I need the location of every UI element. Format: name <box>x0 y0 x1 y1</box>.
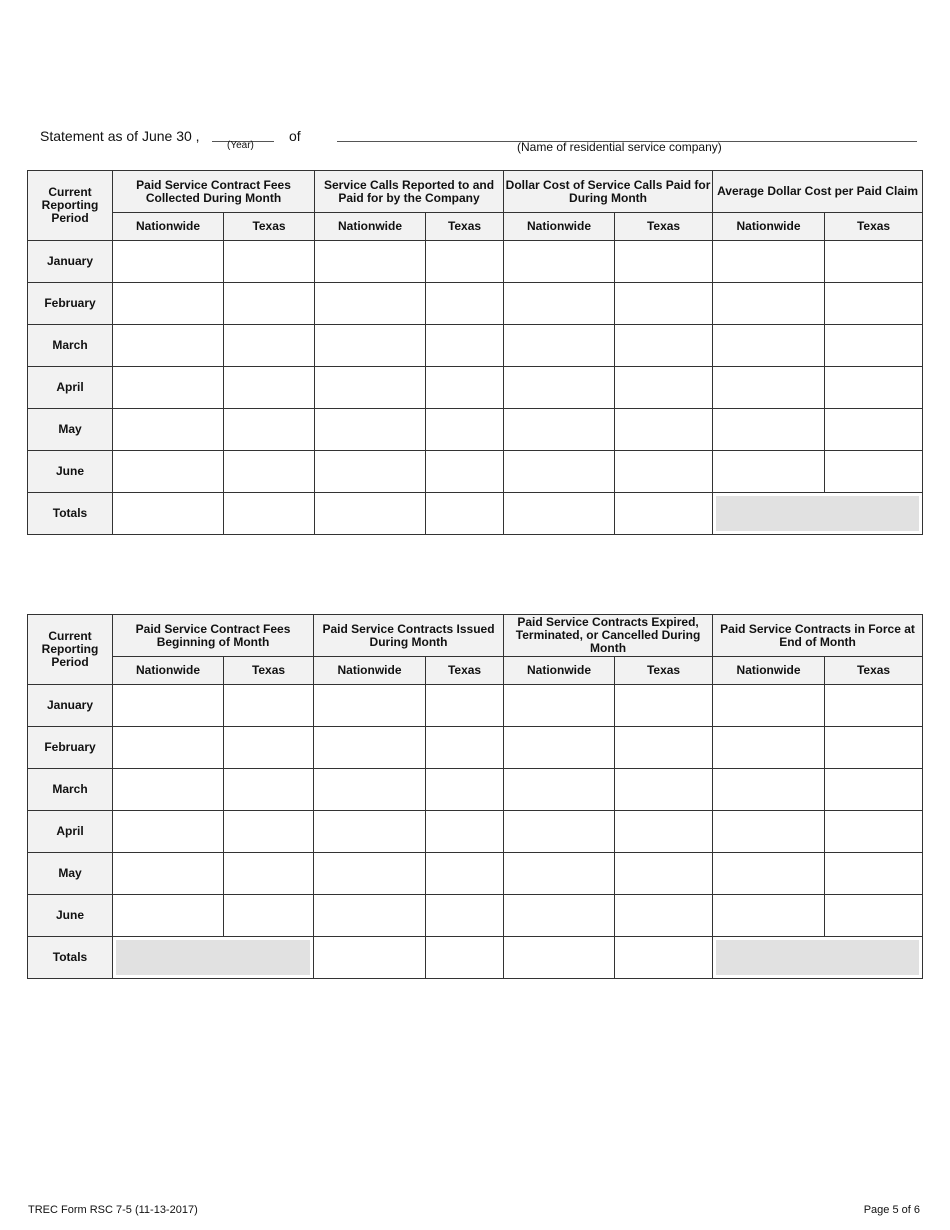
table-row <box>28 367 923 409</box>
sub-header-texas: Texas <box>426 213 504 241</box>
shaded-fill <box>716 940 919 975</box>
entry-cell[interactable] <box>315 493 426 535</box>
entry-cell[interactable] <box>825 853 923 895</box>
entry-cell[interactable] <box>426 853 504 895</box>
entry-cell[interactable] <box>113 853 224 895</box>
entry-cell[interactable] <box>615 493 713 535</box>
entry-cell[interactable] <box>224 853 314 895</box>
entry-cell[interactable] <box>825 283 923 325</box>
entry-cell[interactable] <box>224 367 315 409</box>
entry-cell[interactable] <box>426 727 504 769</box>
table-row <box>28 325 923 367</box>
row-label-totals: Totals <box>28 493 113 535</box>
entry-cell[interactable] <box>224 325 315 367</box>
sub-header-texas: Texas <box>224 213 315 241</box>
sub-header-nationwide: Nationwide <box>113 213 224 241</box>
entry-cell[interactable] <box>426 937 504 979</box>
entry-cell[interactable] <box>713 853 825 895</box>
entry-cell[interactable] <box>713 367 825 409</box>
table-row <box>28 769 923 811</box>
entry-cell[interactable] <box>713 811 825 853</box>
entry-cell[interactable] <box>224 727 314 769</box>
table-row <box>28 727 923 769</box>
entry-cell[interactable] <box>314 853 426 895</box>
table-row <box>28 283 923 325</box>
group-header-fees-collected: Paid Service Contract Fees Collected During Month <box>113 171 315 213</box>
page-number: Page 5 of 6 <box>863 1204 920 1216</box>
shaded-fill <box>716 496 919 531</box>
entry-cell[interactable] <box>615 367 713 409</box>
entry-cell[interactable] <box>113 367 224 409</box>
entry-cell[interactable] <box>825 241 923 283</box>
row-label-march: March <box>28 325 113 367</box>
entry-cell[interactable] <box>113 283 224 325</box>
entry-cell[interactable] <box>825 325 923 367</box>
entry-cell[interactable] <box>504 367 615 409</box>
table-row <box>28 451 923 493</box>
entry-cell[interactable] <box>615 409 713 451</box>
entry-cell[interactable] <box>615 685 713 727</box>
entry-cell[interactable] <box>426 367 504 409</box>
entry-cell[interactable] <box>713 283 825 325</box>
row-label-march: March <box>28 769 113 811</box>
row-label-february: February <box>28 727 113 769</box>
group-header-service-calls: Service Calls Reported to and Paid for by the Company <box>315 171 504 213</box>
row-label-june: June <box>28 451 113 493</box>
entry-cell[interactable] <box>113 241 224 283</box>
sub-header-nationwide: Nationwide <box>113 657 224 685</box>
table-row <box>28 241 923 283</box>
entry-cell[interactable] <box>224 811 314 853</box>
entry-cell[interactable] <box>713 241 825 283</box>
row-label-february: February <box>28 283 113 325</box>
entry-cell[interactable] <box>825 685 923 727</box>
shaded-fill <box>116 940 310 975</box>
year-label: (Year) <box>227 140 254 151</box>
table-row <box>28 685 923 727</box>
row-label-april: April <box>28 367 113 409</box>
sub-header-texas: Texas <box>224 657 314 685</box>
row-label-may: May <box>28 853 113 895</box>
sub-header-texas: Texas <box>426 657 504 685</box>
entry-cell[interactable] <box>224 685 314 727</box>
entry-cell[interactable] <box>315 409 426 451</box>
entry-cell[interactable] <box>315 241 426 283</box>
entry-cell[interactable] <box>713 409 825 451</box>
sub-header-nationwide: Nationwide <box>315 213 426 241</box>
sub-header-texas: Texas <box>615 213 713 241</box>
entry-cell[interactable] <box>825 769 923 811</box>
row-label-january: January <box>28 241 113 283</box>
entry-cell[interactable] <box>504 451 615 493</box>
sub-header-nationwide: Nationwide <box>504 657 615 685</box>
sub-header-nationwide: Nationwide <box>713 657 825 685</box>
entry-cell[interactable] <box>825 451 923 493</box>
entry-cell[interactable] <box>113 769 224 811</box>
entry-cell[interactable] <box>224 283 315 325</box>
entry-cell[interactable] <box>113 895 224 937</box>
entry-cell[interactable] <box>314 937 426 979</box>
shaded-cell <box>713 493 923 535</box>
entry-cell[interactable] <box>224 241 315 283</box>
table-row <box>28 853 923 895</box>
row-label-may: May <box>28 409 113 451</box>
entry-cell[interactable] <box>224 409 315 451</box>
entry-cell[interactable] <box>426 811 504 853</box>
group-header-average-cost: Average Dollar Cost per Paid Claim <box>713 171 923 213</box>
entry-cell[interactable] <box>426 325 504 367</box>
group-header-dollar-cost: Dollar Cost of Service Calls Paid for During Month <box>504 171 713 213</box>
service-calls-table <box>27 170 923 535</box>
entry-cell[interactable] <box>615 451 713 493</box>
entry-cell[interactable] <box>113 811 224 853</box>
entry-cell[interactable] <box>825 811 923 853</box>
entry-cell[interactable] <box>615 325 713 367</box>
group-header-contracts-in-force: Paid Service Contracts in Force at End of Month <box>713 615 923 657</box>
entry-cell[interactable] <box>504 895 615 937</box>
shaded-cell <box>113 937 314 979</box>
group-header-contracts-issued: Paid Service Contracts Issued During Month <box>314 615 504 657</box>
entry-cell[interactable] <box>113 685 224 727</box>
sub-header-texas: Texas <box>825 213 923 241</box>
entry-cell[interactable] <box>113 409 224 451</box>
entry-cell[interactable] <box>615 241 713 283</box>
row-label-june: June <box>28 895 113 937</box>
entry-cell[interactable] <box>504 283 615 325</box>
entry-cell[interactable] <box>315 325 426 367</box>
table-row <box>28 409 923 451</box>
entry-cell[interactable] <box>504 685 615 727</box>
row-label-totals: Totals <box>28 937 113 979</box>
sub-header-nationwide: Nationwide <box>713 213 825 241</box>
entry-cell[interactable] <box>504 493 615 535</box>
entry-cell[interactable] <box>224 769 314 811</box>
entry-cell[interactable] <box>504 241 615 283</box>
entry-cell[interactable] <box>426 409 504 451</box>
entry-cell[interactable] <box>615 727 713 769</box>
entry-cell[interactable] <box>315 283 426 325</box>
period-header: Current Reporting Period <box>28 615 113 685</box>
statement-of: of <box>289 128 301 144</box>
entry-cell[interactable] <box>314 769 426 811</box>
entry-cell[interactable] <box>615 937 713 979</box>
entry-cell[interactable] <box>504 769 615 811</box>
row-label-april: April <box>28 811 113 853</box>
entry-cell[interactable] <box>426 685 504 727</box>
service-contracts-table <box>27 614 923 979</box>
table-row <box>28 811 923 853</box>
shaded-cell <box>713 937 923 979</box>
statement-prefix: Statement as of June 30 , <box>40 128 200 144</box>
period-header: Current Reporting Period <box>28 171 113 241</box>
entry-cell[interactable] <box>315 451 426 493</box>
sub-header-nationwide: Nationwide <box>314 657 426 685</box>
entry-cell[interactable] <box>713 727 825 769</box>
group-header-fees-beginning: Paid Service Contract Fees Beginning of Month <box>113 615 314 657</box>
entry-cell[interactable] <box>825 409 923 451</box>
totals-row <box>28 493 923 535</box>
entry-cell[interactable] <box>504 937 615 979</box>
entry-cell[interactable] <box>504 727 615 769</box>
entry-cell[interactable] <box>713 685 825 727</box>
entry-cell[interactable] <box>314 727 426 769</box>
entry-cell[interactable] <box>825 895 923 937</box>
entry-cell[interactable] <box>426 241 504 283</box>
table-row <box>28 895 923 937</box>
entry-cell[interactable] <box>426 769 504 811</box>
entry-cell[interactable] <box>426 895 504 937</box>
entry-cell[interactable] <box>504 853 615 895</box>
entry-cell[interactable] <box>113 325 224 367</box>
entry-cell[interactable] <box>825 367 923 409</box>
entry-cell[interactable] <box>224 451 315 493</box>
entry-cell[interactable] <box>615 769 713 811</box>
statement-line <box>40 126 920 166</box>
entry-cell[interactable] <box>713 769 825 811</box>
entry-cell[interactable] <box>504 811 615 853</box>
entry-cell[interactable] <box>113 727 224 769</box>
entry-cell[interactable] <box>426 451 504 493</box>
entry-cell[interactable] <box>426 493 504 535</box>
entry-cell[interactable] <box>314 895 426 937</box>
entry-cell[interactable] <box>426 283 504 325</box>
entry-cell[interactable] <box>315 367 426 409</box>
entry-cell[interactable] <box>615 283 713 325</box>
entry-cell[interactable] <box>113 451 224 493</box>
sub-header-texas: Texas <box>615 657 713 685</box>
entry-cell[interactable] <box>615 895 713 937</box>
form-id: TREC Form RSC 7-5 (11-13-2017) <box>28 1204 198 1216</box>
entry-cell[interactable] <box>224 895 314 937</box>
sub-header-texas: Texas <box>825 657 923 685</box>
entry-cell[interactable] <box>314 685 426 727</box>
company-name-label: (Name of residential service company) <box>517 140 722 154</box>
sub-header-nationwide: Nationwide <box>504 213 615 241</box>
entry-cell[interactable] <box>713 325 825 367</box>
entry-cell[interactable] <box>504 325 615 367</box>
entry-cell[interactable] <box>713 451 825 493</box>
entry-cell[interactable] <box>113 493 224 535</box>
totals-row <box>28 937 923 979</box>
entry-cell[interactable] <box>615 853 713 895</box>
group-header-contracts-expired: Paid Service Contracts Expired, Terminated, or Cancelled During Month <box>504 615 713 657</box>
entry-cell[interactable] <box>825 727 923 769</box>
entry-cell[interactable] <box>713 895 825 937</box>
entry-cell[interactable] <box>224 493 315 535</box>
entry-cell[interactable] <box>314 811 426 853</box>
entry-cell[interactable] <box>504 409 615 451</box>
row-label-january: January <box>28 685 113 727</box>
entry-cell[interactable] <box>615 811 713 853</box>
